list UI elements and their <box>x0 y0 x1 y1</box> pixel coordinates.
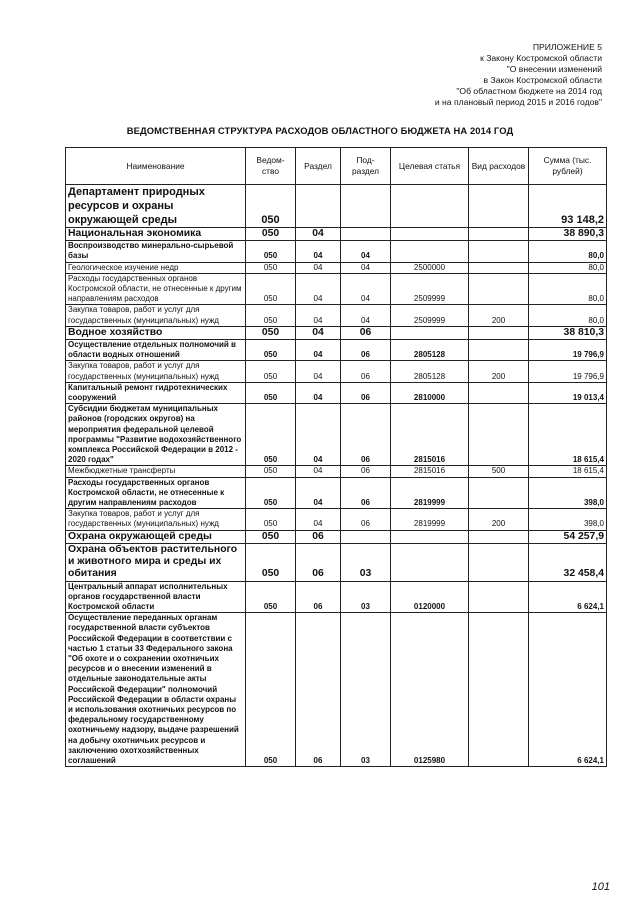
table-cell-statya <box>391 185 469 228</box>
table-cell-podrazdel: 06 <box>341 340 391 361</box>
table-cell-ved: 050 <box>246 262 296 273</box>
table-cell-vid <box>469 326 529 339</box>
table-cell-vid: 500 <box>469 466 529 477</box>
table-cell-summa: 38 810,3 <box>529 326 607 339</box>
table-cell-summa: 19 796,9 <box>529 340 607 361</box>
table-cell-podrazdel: 04 <box>341 262 391 273</box>
table-cell-statya <box>391 543 469 581</box>
appendix-line: "О внесении изменений <box>506 63 602 74</box>
table-cell-summa: 38 890,3 <box>529 228 607 241</box>
table-cell-ved: 050 <box>246 581 296 613</box>
table-cell-podrazdel: 06 <box>341 477 391 509</box>
header-summa: Сумма (тыс. рублей) <box>529 148 607 185</box>
table-cell-vid <box>469 581 529 613</box>
table-cell-statya: 0125980 <box>391 613 469 767</box>
table-cell-statya <box>391 241 469 262</box>
table-cell-name: Водное хозяйство <box>66 326 246 339</box>
appendix-line: в Закон Костромской области <box>483 74 602 85</box>
table-cell-razdel: 04 <box>296 340 341 361</box>
table-cell-statya: 2805128 <box>391 340 469 361</box>
table-cell-ved: 050 <box>246 241 296 262</box>
table-cell-summa: 32 458,4 <box>529 543 607 581</box>
table-cell-name: Геологическое изучение недр <box>66 262 246 273</box>
table-cell-ved: 050 <box>246 361 296 382</box>
table-cell-name: Охрана объектов растительного и животного мира и среды их обитания <box>66 543 246 581</box>
table-cell-statya <box>391 326 469 339</box>
table-cell-ved: 050 <box>246 326 296 339</box>
table-row <box>66 509 607 530</box>
table-cell-vid <box>469 262 529 273</box>
table-cell-ved: 050 <box>246 613 296 767</box>
table-cell-podrazdel: 06 <box>341 404 391 466</box>
table-cell-vid <box>469 340 529 361</box>
table-cell-summa: 93 148,2 <box>529 185 607 228</box>
table-cell-vid <box>469 404 529 466</box>
appendix-line: ПРИЛОЖЕНИЕ 5 <box>532 42 602 52</box>
table-cell-razdel: 06 <box>296 613 341 767</box>
table-cell-name: Воспроизводство минерально-сырьевой базы <box>66 241 246 262</box>
appendix-line: "Об областном бюджете на 2014 год <box>456 85 602 96</box>
header-vid: Вид расходов <box>469 148 529 185</box>
table-cell-razdel: 04 <box>296 326 341 339</box>
table-cell-ved: 050 <box>246 530 296 543</box>
table-cell-summa: 80,0 <box>529 273 607 305</box>
table-cell-vid <box>469 530 529 543</box>
table-body <box>66 185 607 767</box>
table-cell-summa: 6 624,1 <box>529 613 607 767</box>
table-cell-statya: 2509999 <box>391 305 469 326</box>
table-cell-summa: 398,0 <box>529 509 607 530</box>
table-cell-statya: 2819999 <box>391 509 469 530</box>
table-cell-podrazdel: 04 <box>341 241 391 262</box>
appendix-header <box>362 42 602 107</box>
table-row <box>66 241 607 262</box>
table-cell-podrazdel: 06 <box>341 326 391 339</box>
table-row <box>66 530 607 543</box>
table-cell-razdel <box>296 185 341 228</box>
table-cell-statya: 2810000 <box>391 382 469 403</box>
table-row <box>66 477 607 509</box>
table-cell-name: Департамент природных ресурсов и охраны окружающей среды <box>66 185 246 228</box>
table-cell-name: Осуществление отдельных полномочий в области водных отношений <box>66 340 246 361</box>
table-cell-podrazdel: 06 <box>341 361 391 382</box>
budget-table <box>65 147 607 767</box>
table-cell-statya: 2509999 <box>391 273 469 305</box>
table-cell-name: Центральный аппарат исполнительных органов государственной власти Костромской области <box>66 581 246 613</box>
table-cell-statya: 2815016 <box>391 404 469 466</box>
table-row <box>66 466 607 477</box>
table-cell-razdel: 06 <box>296 581 341 613</box>
table-cell-summa: 398,0 <box>529 477 607 509</box>
table-cell-statya <box>391 228 469 241</box>
table-cell-vid <box>469 543 529 581</box>
table-cell-podrazdel <box>341 228 391 241</box>
table-cell-podrazdel: 03 <box>341 543 391 581</box>
table-cell-vid: 200 <box>469 361 529 382</box>
table-cell-podrazdel <box>341 185 391 228</box>
table-cell-podrazdel: 04 <box>341 273 391 305</box>
table-cell-name: Национальная экономика <box>66 228 246 241</box>
table-cell-vid <box>469 382 529 403</box>
table-cell-razdel: 04 <box>296 466 341 477</box>
table-cell-summa: 54 257,9 <box>529 530 607 543</box>
table-cell-name: Капитальный ремонт гидротехнических сооружений <box>66 382 246 403</box>
table-row <box>66 185 607 228</box>
table-cell-ved: 050 <box>246 543 296 581</box>
table-cell-ved: 050 <box>246 404 296 466</box>
table-cell-razdel: 04 <box>296 305 341 326</box>
table-cell-ved: 050 <box>246 273 296 305</box>
table-cell-ved: 050 <box>246 509 296 530</box>
table-cell-vid <box>469 241 529 262</box>
table-cell-summa: 80,0 <box>529 305 607 326</box>
table-cell-name: Расходы государственных органов Костромской области, не отнесенные к другим направлениям расходов <box>66 273 246 305</box>
appendix-line: и на плановый период 2015 и 2016 годов" <box>434 96 602 107</box>
table-cell-vid: 200 <box>469 509 529 530</box>
header-vedomstvo: Ведом-ство <box>246 148 296 185</box>
table-cell-podrazdel: 06 <box>341 466 391 477</box>
table-cell-statya <box>391 530 469 543</box>
table-row <box>66 273 607 305</box>
table-cell-ved: 050 <box>246 228 296 241</box>
table-cell-name: Закупка товаров, работ и услуг для государственных (муниципальных) нужд <box>66 361 246 382</box>
table-cell-summa: 18 615,4 <box>529 466 607 477</box>
table-row <box>66 581 607 613</box>
table-row <box>66 382 607 403</box>
table-cell-podrazdel: 06 <box>341 382 391 403</box>
table-row <box>66 262 607 273</box>
table-cell-vid <box>469 613 529 767</box>
table-cell-razdel: 04 <box>296 477 341 509</box>
table-cell-razdel: 04 <box>296 228 341 241</box>
table-cell-statya: 2819999 <box>391 477 469 509</box>
table-cell-podrazdel: 04 <box>341 305 391 326</box>
table-cell-name: Межбюджетные трансферты <box>66 466 246 477</box>
header-razdel: Раздел <box>296 148 341 185</box>
table-cell-razdel: 04 <box>296 404 341 466</box>
table-cell-name: Осуществление переданных органам государственной власти субъектов Российской Федерации в соответствии с частью 1 статьи 33 Федерального закона "Об охоте и о сохранении охотничьих ресурсов и о внесении изменений в отдельные законодательные акты Российской Федерации" полномочий Российской Федерации в области охраны и использования охотничьих ресурсов по федеральному государственному охотничьему надзору, выдаче разрешений на добычу охотничьих ресурсов и заключению охотхозяйственных соглашений <box>66 613 246 767</box>
table-cell-vid <box>469 273 529 305</box>
table-cell-name: Закупка товаров, работ и услуг для государственных (муниципальных) нужд <box>66 305 246 326</box>
table-cell-ved: 050 <box>246 340 296 361</box>
table-cell-podrazdel <box>341 530 391 543</box>
table-cell-statya: 2500000 <box>391 262 469 273</box>
table-cell-razdel: 04 <box>296 273 341 305</box>
table-cell-statya: 2815016 <box>391 466 469 477</box>
table-cell-razdel: 04 <box>296 382 341 403</box>
table-cell-ved: 050 <box>246 305 296 326</box>
header-podrazdel: Под-раздел <box>341 148 391 185</box>
header-name: Наименование <box>66 148 246 185</box>
table-row <box>66 543 607 581</box>
table-cell-name: Охрана окружающей среды <box>66 530 246 543</box>
table-cell-ved: 050 <box>246 185 296 228</box>
table-cell-razdel: 04 <box>296 361 341 382</box>
page-number: 101 <box>591 881 610 893</box>
table-header-row <box>66 148 607 185</box>
table-cell-vid <box>469 477 529 509</box>
table-cell-razdel: 04 <box>296 262 341 273</box>
table-cell-podrazdel: 06 <box>341 509 391 530</box>
table-cell-summa: 19 796,9 <box>529 361 607 382</box>
table-cell-statya: 0120000 <box>391 581 469 613</box>
table-row <box>66 305 607 326</box>
table-cell-name: Субсидии бюджетам муниципальных районов (городских округов) на мероприятия федеральной целевой программы "Развитие водохозяйственного комплекса Российской Федерации в 2012 - 2020 годах" <box>66 404 246 466</box>
table-cell-ved: 050 <box>246 477 296 509</box>
appendix-line: к Закону Костромской области <box>480 52 602 63</box>
table-row <box>66 613 607 767</box>
table-cell-summa: 19 013,4 <box>529 382 607 403</box>
table-cell-ved: 050 <box>246 466 296 477</box>
table-cell-podrazdel: 03 <box>341 613 391 767</box>
table-row <box>66 326 607 339</box>
table-row <box>66 340 607 361</box>
table-cell-name: Закупка товаров, работ и услуг для государственных (муниципальных) нужд <box>66 509 246 530</box>
table-cell-ved: 050 <box>246 382 296 403</box>
table-cell-razdel: 04 <box>296 509 341 530</box>
table-cell-podrazdel: 03 <box>341 581 391 613</box>
header-statya: Целевая статья <box>391 148 469 185</box>
table-row <box>66 228 607 241</box>
table-cell-summa: 80,0 <box>529 241 607 262</box>
table-row <box>66 361 607 382</box>
table-cell-summa: 18 615,4 <box>529 404 607 466</box>
table-cell-vid <box>469 228 529 241</box>
table-cell-vid <box>469 185 529 228</box>
table-cell-statya: 2805128 <box>391 361 469 382</box>
table-cell-name: Расходы государственных органов Костромской области, не отнесенные к другим направлениям расходов <box>66 477 246 509</box>
table-cell-summa: 6 624,1 <box>529 581 607 613</box>
table-cell-razdel: 06 <box>296 543 341 581</box>
table-cell-summa: 80,0 <box>529 262 607 273</box>
table-cell-razdel: 04 <box>296 241 341 262</box>
table-cell-vid: 200 <box>469 305 529 326</box>
document-title: ВЕДОМСТВЕННАЯ СТРУКТУРА РАСХОДОВ ОБЛАСТНОГО БЮДЖЕТА НА 2014 ГОД <box>126 125 514 136</box>
table-cell-razdel: 06 <box>296 530 341 543</box>
table-row <box>66 404 607 466</box>
